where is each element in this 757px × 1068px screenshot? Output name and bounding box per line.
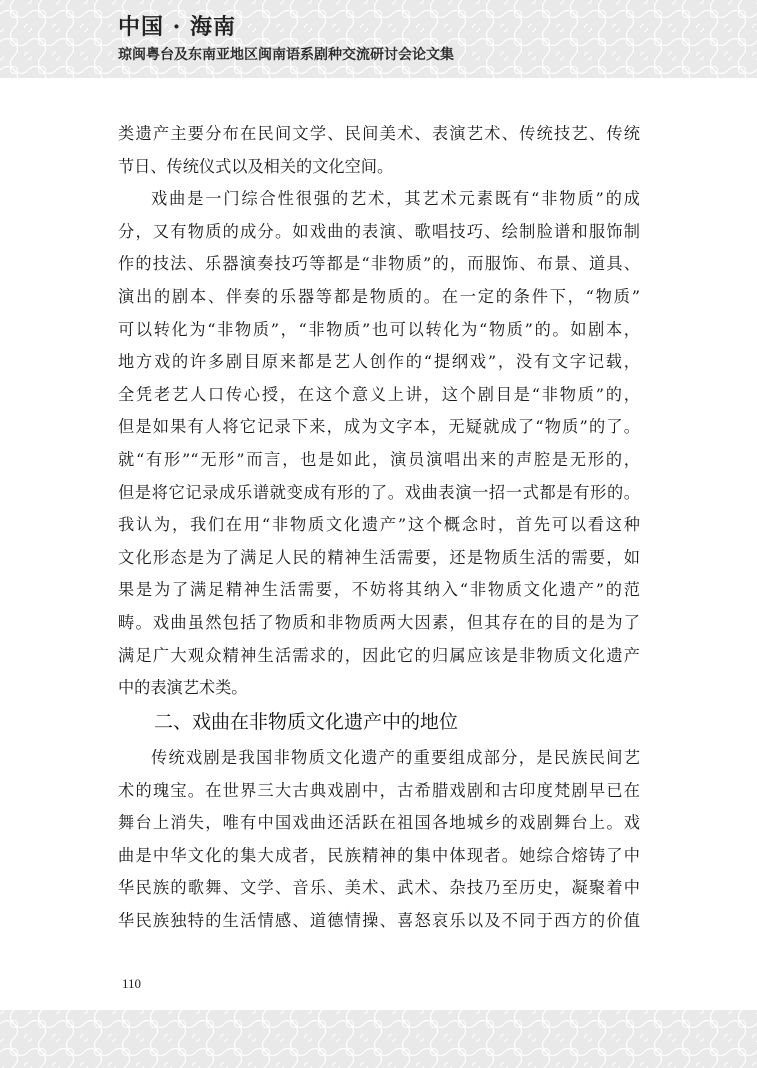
text-line: 畴。戏曲虽然包括了物质和非物质两大因素，但其存在的目的是为了 — [118, 612, 640, 632]
text-line: 文化形态是为了满足人民的精神生活需要，还是物质生活的需要，如 — [118, 547, 640, 567]
text-line: 但是如果有人将它记录下来，成为文字本，无疑就成了“物质”的了。 — [118, 417, 640, 437]
text-line: 可以转化为“非物质”，“非物质”也可以转化为“物质”的。如剧本， — [118, 319, 640, 339]
text-line: 华民族独特的生活情感、道德情操、喜怒哀乐以及不同于西方的价值 — [118, 910, 640, 930]
journal-subtitle: 琼闽粤台及东南亚地区闽南语系剧种交流研讨会论文集 — [118, 47, 454, 63]
section-heading-block — [154, 706, 458, 738]
text-line: 地方戏的许多剧目原来都是艺人创作的“提纲戏”，没有文字记载， — [118, 352, 640, 372]
text-line: 但是将它记录成乐谱就变成有形的了。戏曲表演一招一式都是有形的。 — [118, 482, 640, 502]
text-line: 果是为了满足精神生活需要，不妨将其纳入“非物质文化遗产”的范 — [118, 580, 640, 600]
footer-band — [0, 1010, 757, 1068]
text-line: 全凭老艺人口传心授，在这个意义上讲，这个剧目是“非物质”的， — [118, 384, 640, 404]
page-number: 110 — [122, 976, 142, 991]
text-line: 演出的剧本、伴奏的乐器等都是物质的。在一定的条件下，“物质” — [118, 286, 640, 306]
text-line: 中的表演艺术类。 — [118, 678, 248, 698]
text-line: 分，又有物质的成分。如戏曲的表演、歌唱技巧、绘制脸谱和服饰制 — [118, 221, 640, 241]
text-line: 节日、传统仪式以及相关的文化空间。 — [118, 156, 394, 176]
text-line: 就“有形”“无形”而言，也是如此，演员演唱出来的声腔是无形的， — [118, 449, 640, 469]
text-line: 华民族的歌舞、文学、音乐、美术、武术、杂技乃至历史，凝聚着中 — [118, 878, 640, 898]
body-text-part-2 — [118, 742, 640, 938]
section-heading: 二、戏曲在非物质文化遗产中的地位 — [154, 711, 459, 733]
text-line: 满足广大观众精神生活需求的，因此它的归属应该是非物质文化遗产 — [118, 645, 640, 665]
journal-title: 中国 · 海南 — [118, 14, 236, 40]
footer-pattern — [0, 1010, 757, 1068]
text-line: 传统戏剧是我国非物质文化遗产的重要组成部分，是民族民间艺 — [151, 748, 640, 767]
text-line: 类遗产主要分布在民间文学、民间美术、表演艺术、传统技艺、传统 — [118, 124, 640, 143]
body-text-part-1 — [118, 118, 640, 705]
text-line: 术的瑰宝。在世界三大古典戏剧中，古希腊戏剧和古印度梵剧早已在 — [118, 780, 640, 800]
text-line: 我认为，我们在用“非物质文化遗产”这个概念时，首先可以看这种 — [118, 515, 640, 535]
text-line: 作的技法、乐器演奏技巧等都是“非物质”的，而服饰、布景、道具、 — [118, 254, 640, 274]
text-line: 戏曲是一门综合性很强的艺术，其艺术元素既有“非物质”的成 — [151, 189, 640, 209]
text-line: 舞台上消失，唯有中国戏曲还活跃在祖国各地城乡的戏剧舞台上。戏 — [118, 813, 640, 833]
text-line: 曲是中华文化的集大成者，民族精神的集中体现者。她综合熔铸了中 — [118, 845, 640, 865]
header-band — [0, 0, 757, 78]
